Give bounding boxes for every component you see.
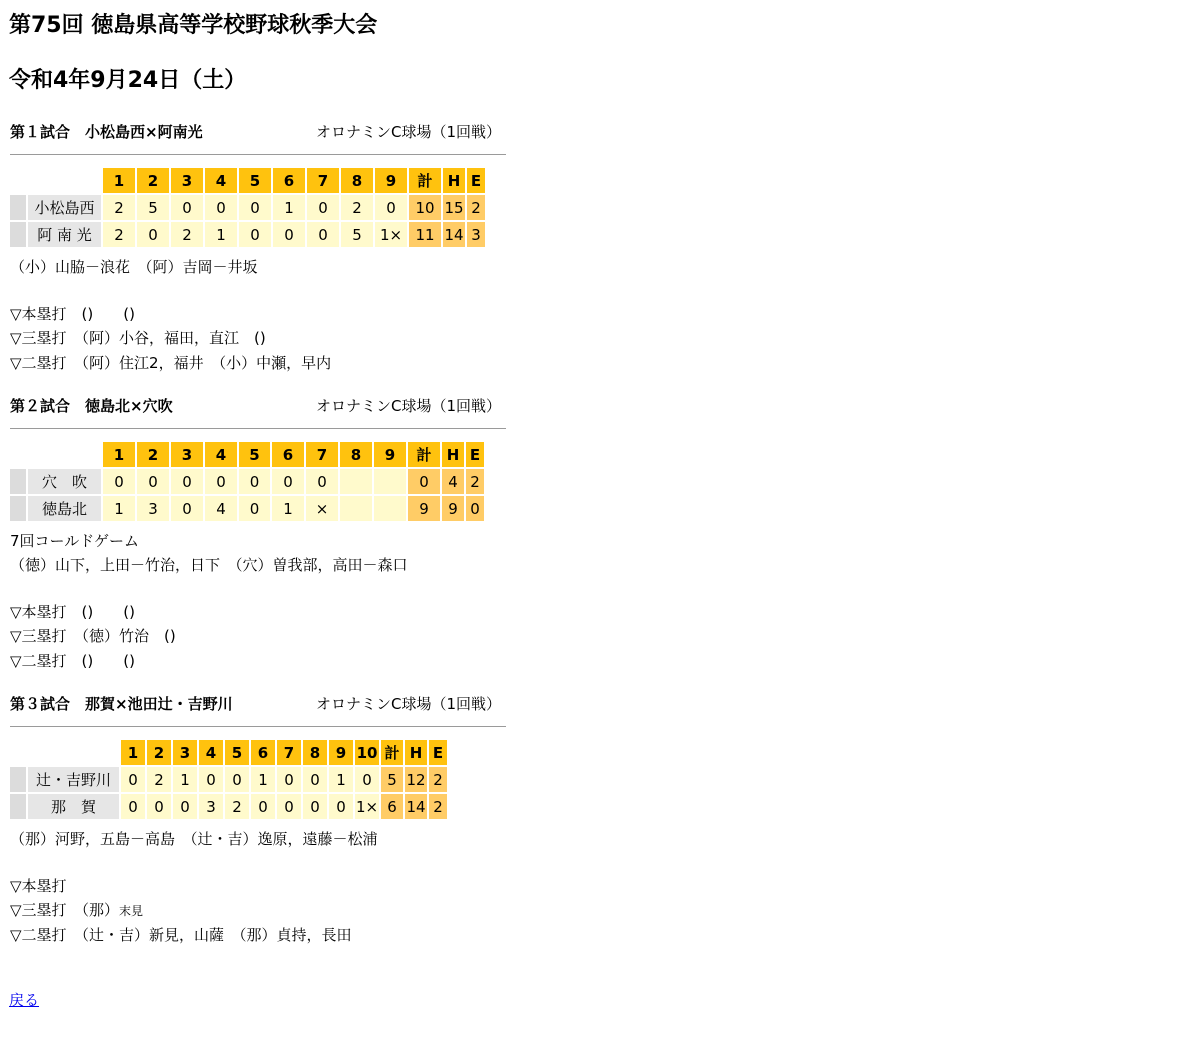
inning-score: 0: [277, 767, 301, 792]
header-cell: 7: [306, 442, 338, 467]
total-runs: 0: [408, 469, 440, 494]
team-name: 小松島西: [28, 195, 101, 220]
total-runs: 10: [409, 195, 441, 220]
inning-score: 5: [341, 222, 373, 247]
inning-score: 0: [205, 469, 237, 494]
header-cell: 4: [205, 168, 237, 193]
inning-score: 0: [272, 469, 304, 494]
inning-score: 0: [307, 195, 339, 220]
blank-cell: [28, 442, 101, 467]
inning-score: 0: [137, 222, 169, 247]
hits: 12: [405, 767, 427, 792]
inning-score: 0: [121, 794, 145, 819]
page-title: 第75回 徳島県高等学校野球秋季大会: [9, 13, 378, 38]
blank-cell: [28, 740, 119, 765]
inning-score: 0: [147, 794, 171, 819]
inning-score: [340, 496, 372, 521]
header-cell: 3: [173, 740, 197, 765]
game-2-scoreboard: [8, 440, 486, 523]
scoreboard-header-row: [10, 442, 484, 467]
total-runs: 11: [409, 222, 441, 247]
header-cell: 計: [409, 168, 441, 193]
inning-score: 2: [103, 222, 135, 247]
inning-score: 3: [137, 496, 169, 521]
game-3-venue: オロナミンC球場（1回戦）: [315, 695, 501, 713]
game-2-header: [10, 395, 506, 417]
errors: 3: [467, 222, 485, 247]
header-cell: 計: [408, 442, 440, 467]
header-cell: 5: [239, 442, 270, 467]
row-marker: [10, 767, 26, 792]
inning-score: 0: [329, 794, 353, 819]
row-marker: [10, 195, 26, 220]
header-cell: 8: [340, 442, 372, 467]
errors: 2: [466, 469, 484, 494]
header-cell: H: [442, 442, 464, 467]
divider: [10, 428, 506, 429]
team-name: 阿 南 光: [28, 222, 101, 247]
inning-score: 0: [103, 469, 135, 494]
back-link[interactable]: 戻る: [9, 991, 40, 1009]
game-3-doubles: ▽二塁打 （辻・吉）新見，山薩 （那）貞持，長田: [10, 926, 352, 944]
hits: 9: [442, 496, 464, 521]
inning-score: 0: [239, 496, 270, 521]
hits: 14: [405, 794, 427, 819]
blank-cell: [10, 442, 26, 467]
inning-score: [340, 469, 372, 494]
inning-score: 0: [239, 222, 271, 247]
inning-score: 5: [137, 195, 169, 220]
inning-score: 3: [199, 794, 223, 819]
inning-score: 0: [375, 195, 407, 220]
header-cell: 7: [307, 168, 339, 193]
game-1-scoreboard: [8, 166, 487, 249]
game-3-header: [10, 693, 506, 715]
game-2-name: 第２試合 徳島北×穴吹: [10, 397, 173, 415]
header-cell: 5: [225, 740, 249, 765]
header-cell: E: [429, 740, 447, 765]
game-2-triples: ▽三塁打 （徳）竹治 (): [10, 627, 176, 645]
header-cell: 3: [171, 442, 203, 467]
inning-score: 2: [171, 222, 203, 247]
header-cell: H: [443, 168, 465, 193]
inning-score: 0: [205, 195, 237, 220]
divider: [10, 726, 506, 727]
inning-score: 2: [103, 195, 135, 220]
errors: 2: [429, 794, 447, 819]
game-1-venue: オロナミンC球場（1回戦）: [315, 123, 501, 141]
game-2-venue: オロナミンC球場（1回戦）: [315, 397, 501, 415]
header-cell: 4: [205, 442, 237, 467]
game-1-homeruns: ▽本塁打 () (): [10, 305, 135, 323]
inning-score: 1: [329, 767, 353, 792]
scoreboard-header-row: [10, 168, 485, 193]
divider: [10, 154, 506, 155]
header-cell: 8: [303, 740, 327, 765]
row-marker: [10, 794, 26, 819]
inning-score: 0: [303, 794, 327, 819]
game-1-battery: （小）山脇－浪花 （阿）吉岡－井坂: [10, 258, 258, 276]
errors: 2: [467, 195, 485, 220]
team-name: 徳島北: [28, 496, 101, 521]
page-date: 令和4年9月24日（土）: [9, 68, 247, 93]
game-1-header: [10, 121, 506, 143]
row-marker: [10, 496, 26, 521]
inning-score: 2: [147, 767, 171, 792]
header-cell: 9: [374, 442, 406, 467]
hits: 4: [442, 469, 464, 494]
inning-score: 1: [103, 496, 135, 521]
header-cell: E: [467, 168, 485, 193]
game-3-name: 第３試合 那賀×池田辻・吉野川: [10, 695, 233, 713]
inning-score: 1: [273, 195, 305, 220]
header-cell: 1: [103, 168, 135, 193]
inning-score: 0: [171, 195, 203, 220]
team-row: [10, 794, 447, 819]
inning-score: 4: [205, 496, 237, 521]
header-cell: 2: [147, 740, 171, 765]
inning-score: [374, 496, 406, 521]
inning-score: 0: [121, 767, 145, 792]
blank-cell: [28, 168, 101, 193]
hits: 14: [443, 222, 465, 247]
inning-score: 0: [355, 767, 379, 792]
game-2-battery: （徳）山下，上田－竹治，日下 （穴）曽我部，高田－森口: [10, 556, 408, 574]
header-cell: 8: [341, 168, 373, 193]
errors: 2: [429, 767, 447, 792]
errors: 0: [466, 496, 484, 521]
total-runs: 9: [408, 496, 440, 521]
team-row: [10, 767, 447, 792]
header-cell: 3: [171, 168, 203, 193]
game-3-triples: [10, 898, 143, 923]
game-3-homeruns: ▽本塁打: [10, 877, 67, 895]
header-cell: 4: [199, 740, 223, 765]
triples-player: 末見: [119, 904, 144, 918]
header-cell: 1: [103, 442, 135, 467]
header-cell: 10: [355, 740, 379, 765]
game-2-doubles: ▽二塁打 () (): [10, 652, 135, 670]
header-cell: 計: [381, 740, 403, 765]
header-cell: H: [405, 740, 427, 765]
row-marker: [10, 469, 26, 494]
team-row: [10, 469, 484, 494]
header-cell: 2: [137, 168, 169, 193]
row-marker: [10, 222, 26, 247]
inning-score: 0: [273, 222, 305, 247]
inning-score: 0: [171, 469, 203, 494]
game-3-battery: （那）河野，五島－高島 （辻・吉）逸原，遠藤－松浦: [10, 830, 378, 848]
inning-score: [374, 469, 406, 494]
blank-cell: [10, 740, 26, 765]
triples-prefix: ▽三塁打 （那）: [10, 901, 120, 919]
inning-score: 0: [137, 469, 169, 494]
game-3-scoreboard: [8, 738, 449, 821]
header-cell: 9: [375, 168, 407, 193]
total-runs: 5: [381, 767, 403, 792]
team-row: [10, 496, 484, 521]
inning-score: 0: [277, 794, 301, 819]
inning-score: 0: [171, 496, 203, 521]
game-2-homeruns: ▽本塁打 () (): [10, 603, 135, 621]
header-cell: 1: [121, 740, 145, 765]
header-cell: 7: [277, 740, 301, 765]
scoreboard-header-row: [10, 740, 447, 765]
blank-cell: [10, 168, 26, 193]
inning-score: ×: [306, 496, 338, 521]
game-1-triples: ▽三塁打 （阿）小谷，福田，直江 (): [10, 329, 266, 347]
header-cell: 6: [272, 442, 304, 467]
inning-score: 0: [251, 794, 275, 819]
inning-score: 1×: [355, 794, 379, 819]
inning-score: 1: [251, 767, 275, 792]
header-cell: E: [466, 442, 484, 467]
total-runs: 6: [381, 794, 403, 819]
inning-score: 0: [239, 469, 270, 494]
inning-score: 0: [225, 767, 249, 792]
team-name: 那 賀: [28, 794, 119, 819]
game-2-note: 7回コールドゲーム: [10, 532, 139, 550]
header-cell: 6: [273, 168, 305, 193]
inning-score: 2: [341, 195, 373, 220]
game-1-name: 第１試合 小松島西×阿南光: [10, 123, 203, 141]
game-1-doubles: ▽二塁打 （阿）住江2，福井 （小）中瀬，早内: [10, 354, 332, 372]
inning-score: 0: [307, 222, 339, 247]
header-cell: 9: [329, 740, 353, 765]
inning-score: 0: [199, 767, 223, 792]
team-name: 穴 吹: [28, 469, 101, 494]
inning-score: 0: [173, 794, 197, 819]
inning-score: 2: [225, 794, 249, 819]
header-cell: 2: [137, 442, 169, 467]
inning-score: 0: [306, 469, 338, 494]
team-row: [10, 222, 485, 247]
inning-score: 1×: [375, 222, 407, 247]
hits: 15: [443, 195, 465, 220]
inning-score: 1: [205, 222, 237, 247]
team-name: 辻・吉野川: [28, 767, 119, 792]
header-cell: 5: [239, 168, 271, 193]
inning-score: 1: [173, 767, 197, 792]
team-row: [10, 195, 485, 220]
inning-score: 0: [239, 195, 271, 220]
inning-score: 0: [303, 767, 327, 792]
header-cell: 6: [251, 740, 275, 765]
inning-score: 1: [272, 496, 304, 521]
